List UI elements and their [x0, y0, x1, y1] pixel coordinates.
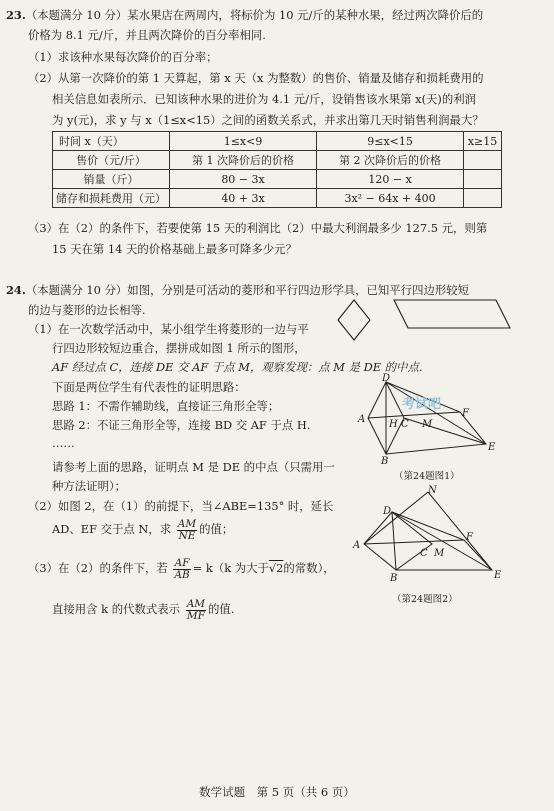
watermark: 考试吧 [402, 397, 442, 412]
q24-part3-tail2: 的值. [208, 602, 235, 616]
q23-header: （本题满分 10 分）某水果店在两周内，将标价为 10 元/斤的某种水果，经过两次降价后的 [25, 8, 484, 22]
label-d: D [382, 373, 391, 384]
label-d: D [383, 506, 392, 517]
label-b: B [390, 573, 398, 584]
table-row [53, 151, 502, 170]
fig2-rhombus [364, 512, 432, 570]
q23-part1: （1）求该种水果每次降价的百分率； [28, 50, 218, 64]
label-f: F [466, 532, 473, 543]
q23-part2-line1: （2）从第一次降价的第 1 天算起，第 x 天（x 为整数）的售价、销量及储存和损耗费用的 [28, 71, 484, 85]
label-n: N [428, 485, 437, 496]
label-c: C [401, 419, 409, 430]
q24-part1-line6: 种方法证明）； [52, 479, 127, 493]
q24-part1-line1: （1）在一次数学活动中，某小组学生将菱形的一边与平 [28, 322, 309, 336]
fraction-am-mf: $\frac{AM}{MF}$ [186, 597, 206, 622]
table-row [53, 189, 502, 208]
label-a: A [353, 540, 361, 551]
sqrt2-symbol: √2 [268, 561, 284, 575]
table-cell: 120 − x [317, 170, 464, 189]
q24-idea1: 思路 1：不需作辅助线，直接证三角形全等； [52, 399, 280, 413]
q23-part3-line1: （3）在（2）的条件下，若要使第 15 天的利润比（2）中最大利润最多少 127.5 元，则第 [28, 221, 488, 235]
q23-part2-line2: 相关信息如表所示．已知该种水果的进价为 4.1 元/斤，设销售该水果第 x(天)的利润 [52, 92, 477, 106]
q24-part2-line1: （2）如图 2，在（1）的前提下，当∠ABE=135° 时，延长 [28, 499, 334, 513]
fraction-af-ab: $\frac{AF}{AB}$ [174, 556, 190, 581]
label-b: B [381, 456, 389, 464]
label-f: F [462, 408, 469, 419]
q24-idea2: 思路 2：不证三角形全等，连接 BD 交 AF 于点 H. [52, 418, 311, 432]
q24-part2-line2 [52, 517, 233, 542]
table-cell: 销量（斤） [53, 170, 170, 189]
parallelogram-shape [394, 300, 510, 328]
label-m: M [422, 419, 433, 430]
q23-header-line [6, 7, 483, 23]
q24-ellipsis: …… [52, 436, 75, 450]
q23-part2-line3: 为 y(元)，求 y 与 x（1≤x<15）之间的函数关系式，并求出第几天时销售利润最大？ [52, 113, 484, 127]
q23-number: 23. [6, 8, 26, 22]
table-cell [464, 170, 502, 189]
q24-part2-text: AD、EF 交于点 N，求 [52, 522, 172, 536]
table-cell: 80 − 3x [170, 170, 317, 189]
q24-part3-line2 [52, 597, 234, 622]
page-footer: 数学试题 第 5 页（共 6 页） [199, 785, 355, 799]
q24-line2: 的边与菱形的边长相等. [28, 303, 146, 317]
table-cell: 售价（元/斤） [53, 151, 170, 170]
fig1-line-ce [404, 418, 486, 444]
fig2-line-af [364, 540, 464, 544]
fraction-am-ne: $\frac{AM}{NE}$ [177, 517, 197, 542]
table-cell: 时间 x（天） [53, 132, 170, 151]
q24-number: 24. [6, 283, 26, 297]
q23-table [52, 131, 502, 208]
table-cell [464, 189, 502, 208]
q24-part1-line4: 下面是两位学生有代表性的证明思路： [52, 380, 246, 394]
fig2-line-de [392, 512, 492, 570]
q24-part3-tail: 的常数）， [283, 561, 335, 575]
rhombus-parallelogram-tools [336, 296, 512, 344]
label-c: C [420, 548, 428, 559]
table-cell: 第 1 次降价后的价格 [170, 151, 317, 170]
figure-2-caption: （第24题图2） [392, 594, 458, 605]
q24-part1-line3: AF 经过点 C，连接 DE 交 AF 于点 M，观察发现：点 M 是 DE 的中点. [52, 360, 423, 374]
fig1-line-af [368, 412, 460, 418]
table-cell: 1≤x<9 [170, 132, 317, 151]
label-h: H [389, 419, 398, 430]
table-cell: 第 2 次降价后的价格 [317, 151, 464, 170]
rhombus-shape [338, 300, 370, 340]
table-cell: 3x² − 64x + 400 [317, 189, 464, 208]
label-e: E [488, 442, 496, 453]
figure-1-diagram [354, 372, 504, 464]
q23-part3-line2: 15 天在第 14 天的价格基础上最多可降多少元？ [52, 242, 297, 256]
table-row [53, 170, 502, 189]
figure-2-diagram [350, 484, 510, 586]
q24-part3-text2: 直接用含 k 的代数式表示 [52, 602, 181, 616]
q23-line2: 价格为 8.1 元/斤，并且两次降价的百分率相同. [28, 28, 266, 42]
figure-1-caption: （第24题图1） [394, 471, 460, 482]
fig2-line-an [364, 492, 428, 544]
q24-part3-text: （3）在（2）的条件下，若 [28, 561, 168, 575]
q24-part3-mid: = k（k 为大于 [192, 561, 269, 575]
table-cell [464, 151, 502, 170]
q24-part2-tail: 的值； [199, 522, 234, 536]
table-cell: 9≤x<15 [317, 132, 464, 151]
label-a: A [358, 414, 366, 425]
table-cell: 储存和损耗费用（元） [53, 189, 170, 208]
table-row [53, 132, 502, 151]
q24-part3-line1 [28, 556, 335, 581]
q24-part1-line2: 行四边形较短边重合，摆拼成如图 1 所示的图形， [52, 341, 306, 355]
label-m: M [434, 548, 445, 559]
table-cell: x≥15 [464, 132, 502, 151]
table-cell: 40 + 3x [170, 189, 317, 208]
q24-part1-line5: 请参考上面的思路，证明点 M 是 DE 的中点（只需用一 [52, 460, 335, 474]
label-e: E [494, 570, 502, 581]
q24-header: （本题满分 10 分）如图，分别是可活动的菱形和平行四边形学具，已知平行四边形较短 [25, 283, 470, 297]
